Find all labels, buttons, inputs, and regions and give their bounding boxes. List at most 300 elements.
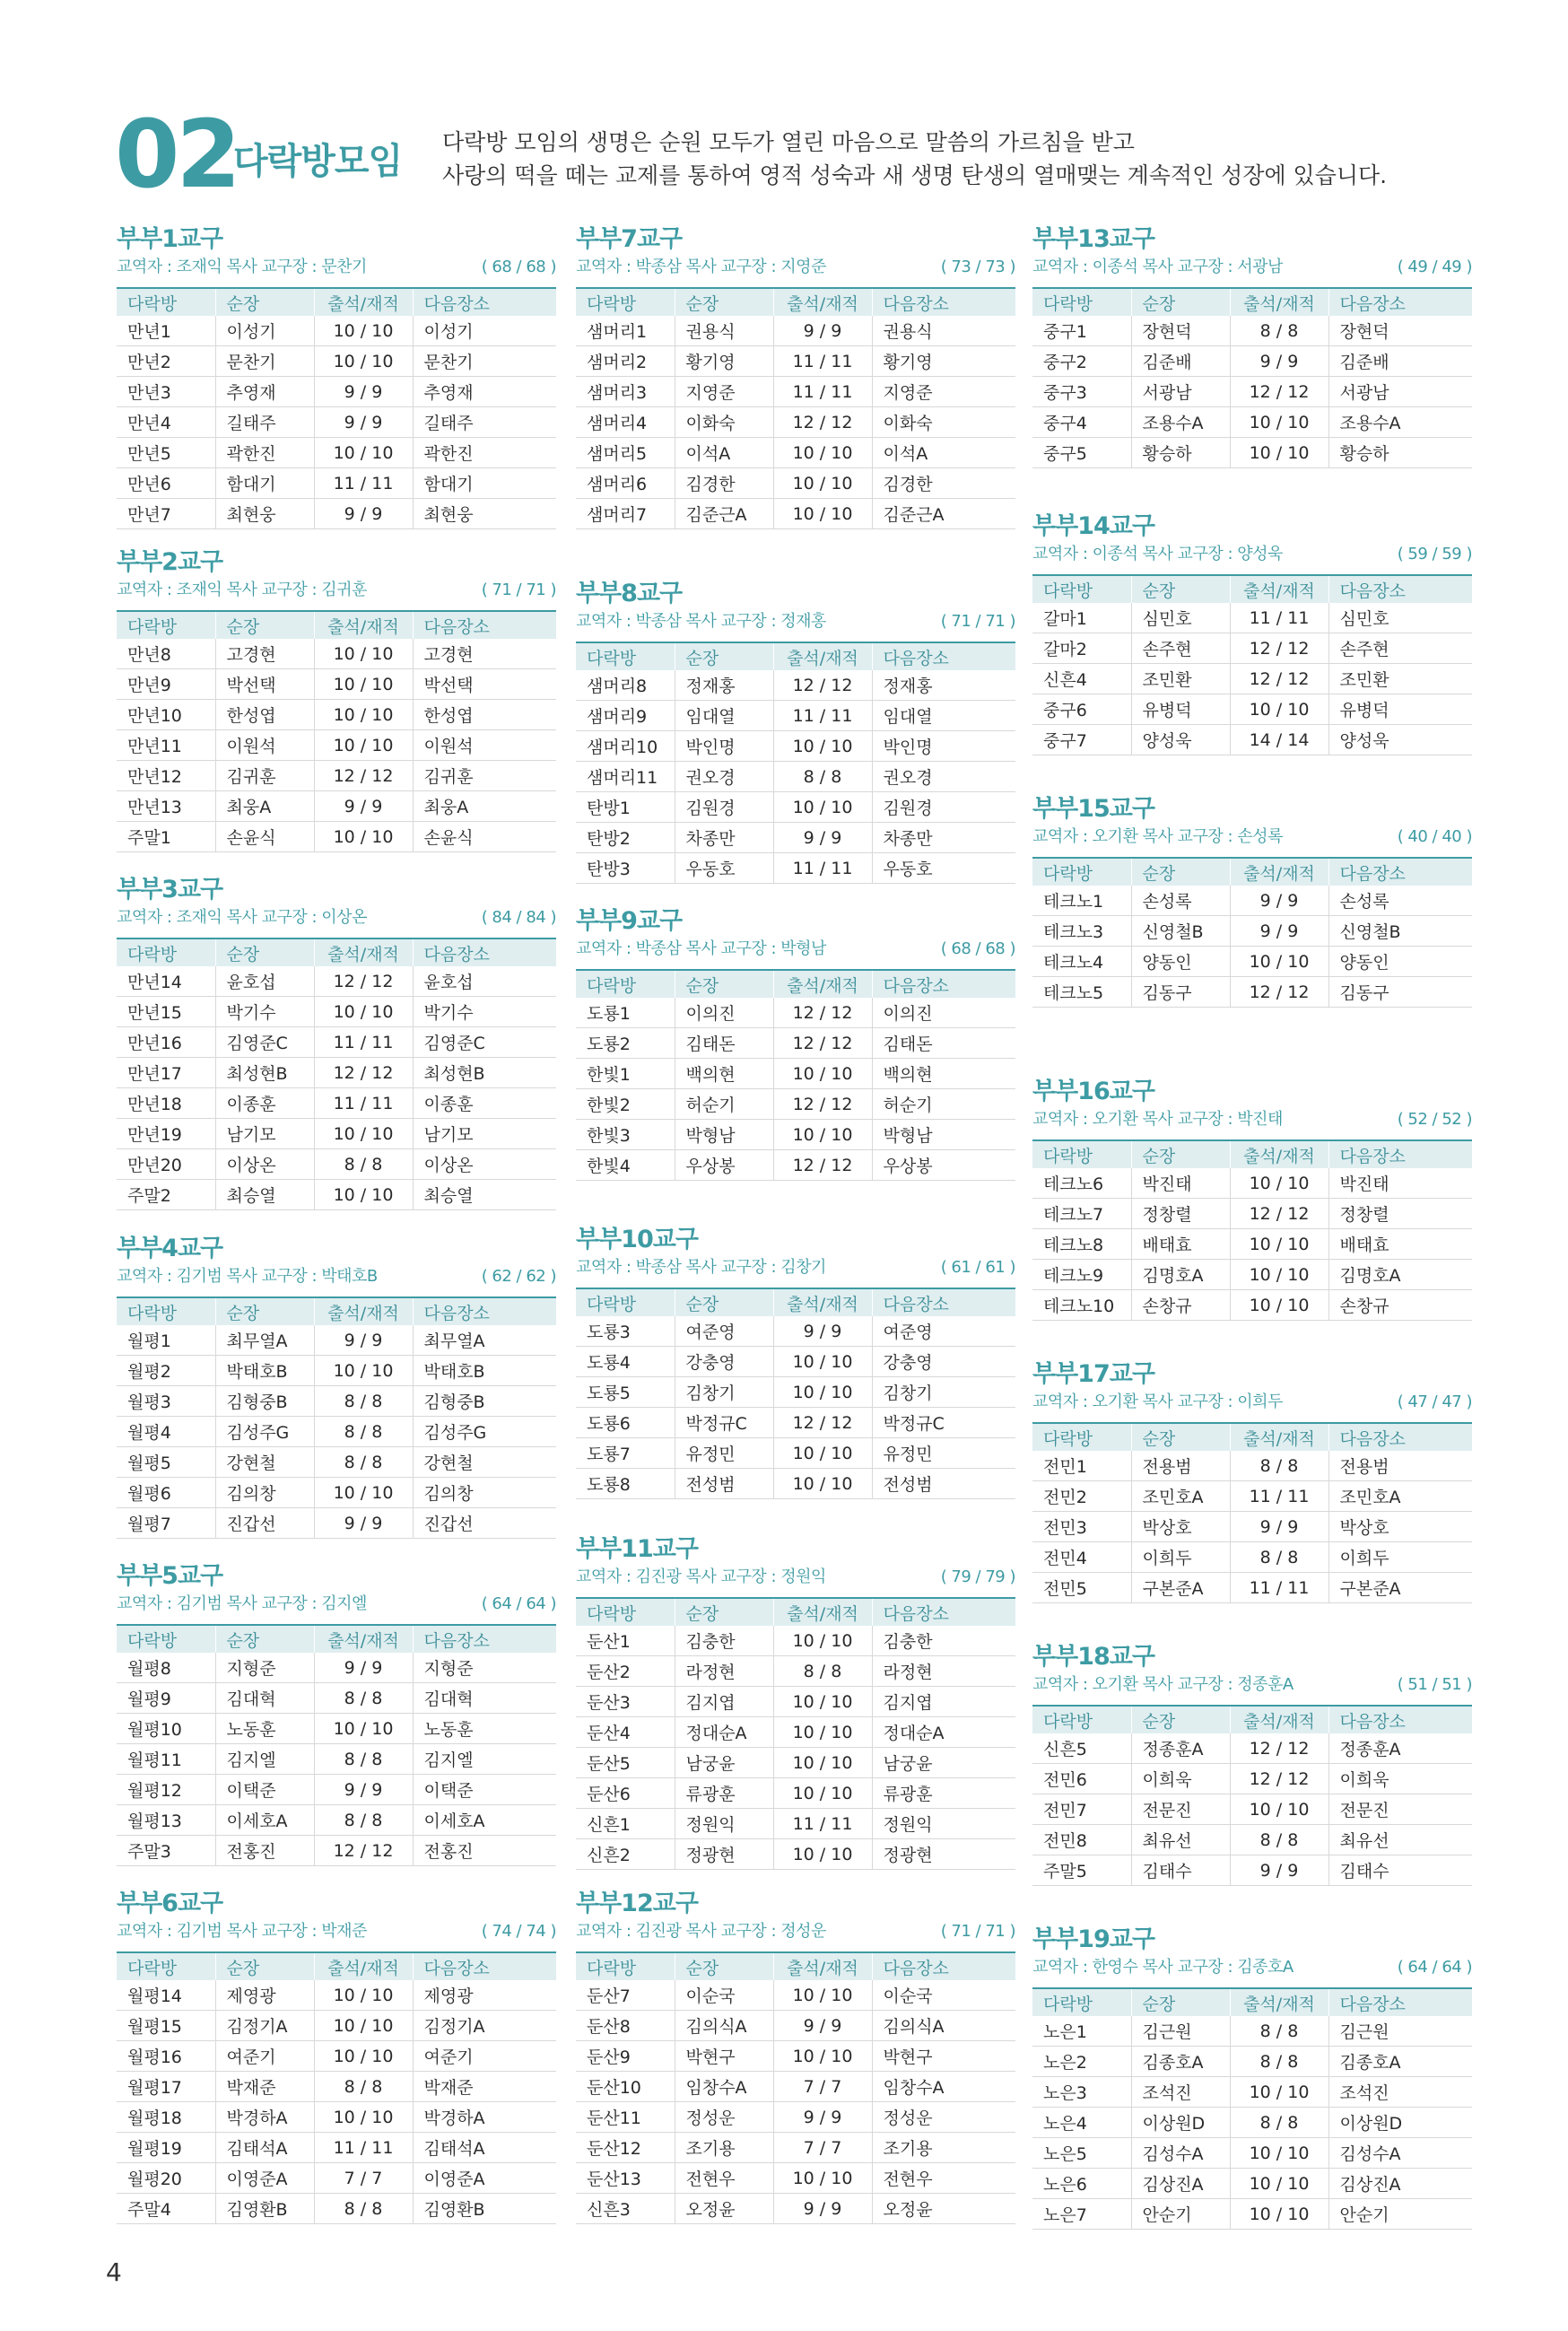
table-row: [117, 1805, 556, 1836]
cell-attendance: 10 / 10: [314, 1714, 413, 1744]
cell-leader: 김태수: [1131, 1855, 1230, 1886]
table-row: [1032, 438, 1472, 468]
table-row: [117, 1714, 556, 1744]
cell-attendance: 8 / 8: [773, 1656, 872, 1687]
cell-next-place: 권오경: [872, 762, 1015, 792]
cell-room: 도룡4: [576, 1347, 675, 1377]
column-header: 다락방: [576, 642, 675, 670]
cell-leader: 조민환: [1131, 664, 1230, 694]
column-header: 다음장소: [1328, 858, 1472, 886]
column-header: 순장: [1131, 1988, 1230, 2016]
column-header: 다락방: [117, 288, 215, 316]
column-header: 다락방: [117, 611, 215, 639]
cell-attendance: 14 / 14: [1230, 725, 1328, 755]
table-row: [117, 407, 556, 438]
cell-leader: 구본준A: [1131, 1573, 1230, 1603]
cell-leader: 이희두: [1131, 1542, 1230, 1573]
table-row: [576, 1438, 1015, 1469]
cell-attendance: 9 / 9: [314, 377, 413, 407]
cell-attendance: 9 / 9: [314, 499, 413, 529]
cell-attendance: 8 / 8: [314, 1744, 413, 1775]
table-row: [117, 377, 556, 407]
cell-attendance: 7 / 7: [773, 2072, 872, 2102]
cell-next-place: 정광현: [872, 1839, 1015, 1870]
table-header-row: [1032, 1706, 1472, 1733]
cell-leader: 오정윤: [675, 2194, 773, 2224]
cell-next-place: 길태주: [413, 407, 556, 438]
cell-next-place: 전성범: [872, 1469, 1015, 1499]
cell-room: 만년20: [117, 1149, 215, 1180]
cell-next-place: 우상봉: [872, 1150, 1015, 1181]
district-attendance-total: ( 64 / 64 ): [481, 1594, 556, 1613]
cell-next-place: 차종만: [872, 823, 1015, 853]
column-header: 출석/재적: [1230, 1140, 1328, 1168]
cell-next-place: 최승열: [413, 1180, 556, 1210]
cell-room: 신흔2: [576, 1839, 675, 1870]
cell-attendance: 10 / 10: [1230, 1260, 1328, 1290]
cell-leader: 김태석A: [215, 2133, 314, 2163]
column-header: 다락방: [117, 1625, 215, 1653]
cell-room: 노은6: [1032, 2169, 1131, 2199]
cell-attendance: 8 / 8: [314, 1805, 413, 1836]
cell-room: 전민8: [1032, 1825, 1131, 1855]
cell-room: 월평16: [117, 2041, 215, 2072]
table-row: [576, 1748, 1015, 1778]
cell-next-place: 김형중B: [413, 1386, 556, 1417]
column-header: 출석/재적: [773, 288, 872, 316]
table-row: [117, 1119, 556, 1149]
table-row: [117, 822, 556, 852]
cell-room: 노은1: [1032, 2016, 1131, 2047]
cell-attendance: 10 / 10: [773, 1687, 872, 1717]
district-title: 부부16교구: [1032, 1078, 1154, 1105]
cell-next-place: 김태수: [1328, 1855, 1472, 1886]
cell-attendance: 10 / 10: [314, 997, 413, 1027]
district-attendance-total: ( 40 / 40 ): [1397, 827, 1472, 846]
cell-attendance: 11 / 11: [1230, 1573, 1328, 1603]
table-header-row: [117, 939, 556, 966]
cell-room: 도룡3: [576, 1316, 675, 1347]
table-row: [1032, 1260, 1472, 1290]
cell-attendance: 12 / 12: [773, 1408, 872, 1438]
column-header: 다음장소: [872, 1598, 1015, 1626]
table-row: [1032, 2169, 1472, 2199]
cell-leader: 정창렬: [1131, 1199, 1230, 1229]
district-meta: [117, 905, 556, 930]
district-attendance-total: ( 68 / 68 ): [940, 939, 1015, 958]
cell-leader: 지형준: [215, 1653, 314, 1683]
cell-leader: 조석진: [1131, 2077, 1230, 2108]
district-title: 부부13교구: [1032, 225, 1154, 253]
cell-leader: 김동구: [1131, 977, 1230, 1008]
cell-room: 월평9: [117, 1683, 215, 1714]
district-leaders: 교역자 : 조재익 목사 교구장 : 김귀훈: [117, 581, 367, 599]
cell-next-place: 허순기: [872, 1089, 1015, 1120]
cell-leader: 이성기: [215, 316, 314, 346]
district-title: 부부5교구: [117, 1562, 223, 1590]
column-header: 다락방: [1032, 1423, 1131, 1451]
table-row: [576, 2163, 1015, 2194]
cell-attendance: 9 / 9: [1230, 886, 1328, 916]
column-header: 다락방: [1032, 575, 1131, 603]
table-row: [117, 2163, 556, 2194]
cell-room: 도룡7: [576, 1438, 675, 1469]
cell-next-place: 진갑선: [413, 1508, 556, 1539]
cell-attendance: 11 / 11: [314, 468, 413, 499]
cell-attendance: 11 / 11: [773, 701, 872, 731]
cell-next-place: 전현우: [872, 2163, 1015, 2194]
cell-next-place: 한성엽: [413, 700, 556, 730]
intro-line-2: 사랑의 떡을 떼는 교제를 통하여 영적 성숙과 새 생명 탄생의 열매맺는 계속적인 성장에 있습니다.: [442, 162, 1388, 188]
table-row: [576, 1626, 1015, 1656]
table-row: [117, 669, 556, 700]
table-row: [1032, 346, 1472, 377]
cell-room: 전민5: [1032, 1573, 1131, 1603]
cell-attendance: 12 / 12: [773, 670, 872, 701]
cell-attendance: 12 / 12: [1230, 664, 1328, 694]
cell-attendance: 8 / 8: [314, 1417, 413, 1447]
district-group: [576, 906, 1015, 1181]
cell-leader: 이석A: [675, 438, 773, 468]
cell-attendance: 10 / 10: [1230, 2138, 1328, 2169]
table-row: [117, 1325, 556, 1356]
cell-leader: 김상진A: [1131, 2169, 1230, 2199]
cell-room: 월평13: [117, 1805, 215, 1836]
cell-room: 중구6: [1032, 694, 1131, 725]
cell-attendance: 12 / 12: [314, 761, 413, 791]
cell-next-place: 권용식: [872, 316, 1015, 346]
cell-attendance: 9 / 9: [1230, 346, 1328, 377]
cell-room: 전민4: [1032, 1542, 1131, 1573]
table-row: [1032, 977, 1472, 1008]
district-meta: [117, 578, 556, 603]
cell-room: 둔산10: [576, 2072, 675, 2102]
district-meta: [576, 255, 1015, 280]
cell-leader: 박현구: [675, 2041, 773, 2072]
cell-leader: 김의창: [215, 1478, 314, 1508]
table-row: [576, 438, 1015, 468]
column-header: 다음장소: [413, 288, 556, 316]
cell-attendance: 10 / 10: [773, 1438, 872, 1469]
group-table: [1032, 1705, 1472, 1886]
cell-room: 둔산8: [576, 2011, 675, 2041]
cell-attendance: 10 / 10: [1230, 2199, 1328, 2230]
cell-attendance: 12 / 12: [1230, 977, 1328, 1008]
cell-next-place: 박재준: [413, 2072, 556, 2102]
column-header: 출석/재적: [314, 611, 413, 639]
table-header-row: [117, 1952, 556, 1980]
district-attendance-total: ( 52 / 52 ): [1397, 1110, 1472, 1129]
cell-room: 중구7: [1032, 725, 1131, 755]
cell-room: 둔산11: [576, 2102, 675, 2133]
cell-room: 샘머리10: [576, 731, 675, 762]
district-meta: [117, 1919, 556, 1944]
table-row: [1032, 1168, 1472, 1199]
cell-next-place: 김충한: [872, 1626, 1015, 1656]
cell-room: 만년8: [117, 639, 215, 669]
cell-attendance: 10 / 10: [314, 822, 413, 852]
cell-leader: 김태돈: [675, 1028, 773, 1059]
cell-attendance: 10 / 10: [1230, 1794, 1328, 1825]
district-attendance-total: ( 73 / 73 ): [940, 258, 1015, 276]
table-row: [117, 1775, 556, 1805]
table-row: [1032, 916, 1472, 947]
cell-next-place: 최무열A: [413, 1325, 556, 1356]
column-header: 출석/재적: [1230, 1423, 1328, 1451]
cell-next-place: 전문진: [1328, 1794, 1472, 1825]
district-title: 부부17교구: [1032, 1360, 1154, 1388]
group-table: [1032, 1987, 1472, 2230]
district-group: [1032, 1925, 1472, 2230]
cell-room: 월평7: [117, 1508, 215, 1539]
group-table: [576, 1951, 1015, 2224]
cell-leader: 라정현: [675, 1656, 773, 1687]
column-header: 출석/재적: [773, 970, 872, 998]
table-row: [576, 407, 1015, 438]
cell-room: 월평6: [117, 1478, 215, 1508]
cell-next-place: 남기모: [413, 1119, 556, 1149]
table-row: [576, 1377, 1015, 1408]
table-row: [117, 1180, 556, 1210]
district-title: 부부18교구: [1032, 1643, 1154, 1671]
table-header-row: [117, 1625, 556, 1653]
cell-next-place: 최유선: [1328, 1825, 1472, 1855]
section-number: 02: [115, 100, 238, 209]
district-leaders: 교역자 : 박종삼 목사 교구장 : 박형남: [576, 939, 826, 958]
table-header-row: [117, 1297, 556, 1325]
cell-attendance: 10 / 10: [773, 2041, 872, 2072]
cell-leader: 유정민: [675, 1438, 773, 1469]
district-title: 부부4교구: [117, 1235, 223, 1262]
cell-next-place: 박경하A: [413, 2102, 556, 2133]
district-leaders: 교역자 : 오기환 목사 교구장 : 박진태: [1032, 1110, 1283, 1129]
cell-leader: 김성주G: [215, 1417, 314, 1447]
cell-next-place: 곽한진: [413, 438, 556, 468]
table-row: [117, 1508, 556, 1539]
table-row: [1032, 1481, 1472, 1512]
cell-room: 도룡8: [576, 1469, 675, 1499]
group-table: [576, 287, 1015, 529]
cell-leader: 조기용: [675, 2133, 773, 2163]
cell-attendance: 12 / 12: [1230, 633, 1328, 664]
cell-leader: 우상봉: [675, 1150, 773, 1181]
cell-attendance: 10 / 10: [773, 1626, 872, 1656]
column-header: 다음장소: [413, 939, 556, 966]
cell-next-place: 김영환B: [413, 2194, 556, 2224]
cell-attendance: 11 / 11: [314, 1088, 413, 1119]
cell-next-place: 추영재: [413, 377, 556, 407]
cell-room: 월평12: [117, 1775, 215, 1805]
cell-leader: 정재홍: [675, 670, 773, 701]
cell-attendance: 10 / 10: [773, 1778, 872, 1809]
cell-next-place: 최웅A: [413, 791, 556, 822]
cell-room: 테크노7: [1032, 1199, 1131, 1229]
cell-next-place: 김영준C: [413, 1027, 556, 1058]
district-attendance-total: ( 84 / 84 ): [481, 908, 556, 927]
cell-leader: 김지엽: [675, 1687, 773, 1717]
cell-room: 테크노8: [1032, 1229, 1131, 1260]
cell-next-place: 김원경: [872, 792, 1015, 823]
table-row: [117, 468, 556, 499]
section-intro: [442, 126, 1387, 192]
column-header: 다음장소: [872, 970, 1015, 998]
cell-attendance: 10 / 10: [773, 1120, 872, 1150]
cell-room: 월평19: [117, 2133, 215, 2163]
cell-leader: 최무열A: [215, 1325, 314, 1356]
cell-next-place: 박정규C: [872, 1408, 1015, 1438]
cell-next-place: 배태효: [1328, 1229, 1472, 1260]
table-row: [576, 2102, 1015, 2133]
cell-attendance: 12 / 12: [314, 1058, 413, 1088]
cell-attendance: 10 / 10: [773, 792, 872, 823]
cell-room: 테크노6: [1032, 1168, 1131, 1199]
table-row: [117, 2102, 556, 2133]
cell-attendance: 10 / 10: [773, 1469, 872, 1499]
table-row: [1032, 1855, 1472, 1886]
cell-next-place: 김대혁: [413, 1683, 556, 1714]
cell-room: 월평18: [117, 2102, 215, 2133]
table-header-row: [117, 288, 556, 316]
cell-room: 전민6: [1032, 1764, 1131, 1794]
district-group: [1032, 1077, 1472, 1321]
cell-next-place: 김명호A: [1328, 1260, 1472, 1290]
cell-attendance: 10 / 10: [314, 730, 413, 761]
cell-attendance: 11 / 11: [1230, 603, 1328, 633]
cell-next-place: 김태돈: [872, 1028, 1015, 1059]
cell-next-place: 박선택: [413, 669, 556, 700]
cell-room: 만년9: [117, 669, 215, 700]
cell-room: 테크노4: [1032, 947, 1131, 977]
district-attendance-total: ( 47 / 47 ): [1397, 1392, 1472, 1411]
cell-leader: 김경한: [675, 468, 773, 499]
cell-room: 만년17: [117, 1058, 215, 1088]
cell-leader: 정광현: [675, 1839, 773, 1870]
cell-room: 샘머리7: [576, 499, 675, 529]
district-group: [576, 224, 1015, 529]
cell-room: 만년3: [117, 377, 215, 407]
cell-attendance: 8 / 8: [314, 1386, 413, 1417]
cell-next-place: 신영철B: [1328, 916, 1472, 947]
cell-leader: 김원경: [675, 792, 773, 823]
cell-leader: 백의현: [675, 1059, 773, 1089]
table-row: [576, 1028, 1015, 1059]
district-title: 부부14교구: [1032, 512, 1154, 540]
district-leaders: 교역자 : 오기환 목사 교구장 : 이희두: [1032, 1392, 1283, 1411]
cell-next-place: 강현철: [413, 1447, 556, 1478]
cell-attendance: 8 / 8: [773, 762, 872, 792]
cell-leader: 강충영: [675, 1347, 773, 1377]
cell-leader: 손성록: [1131, 886, 1230, 916]
cell-room: 도룡2: [576, 1028, 675, 1059]
cell-leader: 서광남: [1131, 377, 1230, 407]
cell-leader: 배태효: [1131, 1229, 1230, 1260]
table-row: [576, 998, 1015, 1028]
cell-room: 한빛1: [576, 1059, 675, 1089]
column-header: 다음장소: [872, 1288, 1015, 1316]
district-group: [117, 875, 556, 1210]
cell-room: 전민2: [1032, 1481, 1131, 1512]
table-row: [117, 2133, 556, 2163]
district-group: [117, 1561, 556, 1866]
cell-leader: 이세호A: [215, 1805, 314, 1836]
cell-next-place: 이성기: [413, 316, 556, 346]
cell-room: 탄방2: [576, 823, 675, 853]
cell-leader: 길태주: [215, 407, 314, 438]
column-header: 다음장소: [413, 1625, 556, 1653]
cell-attendance: 8 / 8: [1230, 1451, 1328, 1481]
column-header: 순장: [1131, 575, 1230, 603]
cell-room: 만년4: [117, 407, 215, 438]
table-row: [576, 316, 1015, 346]
cell-next-place: 오정윤: [872, 2194, 1015, 2224]
cell-leader: 김영준C: [215, 1027, 314, 1058]
cell-leader: 유병덕: [1131, 694, 1230, 725]
cell-attendance: 9 / 9: [314, 791, 413, 822]
cell-leader: 장현덕: [1131, 316, 1230, 346]
cell-room: 도룡5: [576, 1377, 675, 1408]
cell-room: 월평10: [117, 1714, 215, 1744]
cell-next-place: 정원익: [872, 1809, 1015, 1839]
cell-next-place: 윤호섭: [413, 966, 556, 997]
group-table: [576, 1597, 1015, 1870]
cell-next-place: 지영준: [872, 377, 1015, 407]
table-row: [1032, 725, 1472, 755]
intro-line-1: 다락방 모임의 생명은 순원 모두가 열린 마음으로 말씀의 가르침을 받고: [442, 129, 1135, 155]
cell-attendance: 8 / 8: [314, 2072, 413, 2102]
cell-next-place: 김지엘: [413, 1744, 556, 1775]
district-group: [1032, 1642, 1472, 1886]
cell-next-place: 손윤식: [413, 822, 556, 852]
district-leaders: 교역자 : 조재익 목사 교구장 : 이상온: [117, 908, 367, 927]
table-header-row: [576, 970, 1015, 998]
table-row: [1032, 316, 1472, 346]
cell-next-place: 서광남: [1328, 377, 1472, 407]
column-header: 순장: [1131, 1706, 1230, 1733]
column-header: 순장: [215, 288, 314, 316]
cell-leader: 지영준: [675, 377, 773, 407]
cell-leader: 박선택: [215, 669, 314, 700]
column-header: 출석/재적: [1230, 288, 1328, 316]
cell-room: 만년14: [117, 966, 215, 997]
cell-leader: 박진태: [1131, 1168, 1230, 1199]
cell-room: 둔산13: [576, 2163, 675, 2194]
column-header: 다락방: [1032, 1140, 1131, 1168]
cell-leader: 김준배: [1131, 346, 1230, 377]
cell-leader: 박기수: [215, 997, 314, 1027]
cell-leader: 박태호B: [215, 1356, 314, 1386]
district-attendance-total: ( 59 / 59 ): [1397, 545, 1472, 563]
column-header: 다락방: [576, 1598, 675, 1626]
cell-leader: 허순기: [675, 1089, 773, 1120]
column-header: 다락방: [576, 970, 675, 998]
cell-attendance: 10 / 10: [1230, 947, 1328, 977]
cell-next-place: 김근원: [1328, 2016, 1472, 2047]
cell-next-place: 지형준: [413, 1653, 556, 1683]
district-title: 부부9교구: [576, 907, 683, 935]
table-row: [1032, 2047, 1472, 2077]
cell-attendance: 10 / 10: [314, 1180, 413, 1210]
group-table: [117, 1624, 556, 1866]
cell-attendance: 10 / 10: [314, 700, 413, 730]
district-leaders: 교역자 : 박종삼 목사 교구장 : 김창기: [576, 1258, 826, 1277]
table-row: [117, 1653, 556, 1683]
cell-next-place: 최성현B: [413, 1058, 556, 1088]
table-row: [576, 1408, 1015, 1438]
district-title: 부부7교구: [576, 225, 683, 253]
table-row: [576, 1347, 1015, 1377]
column-header: 출석/재적: [773, 1288, 872, 1316]
cell-room: 테크노10: [1032, 1290, 1131, 1321]
